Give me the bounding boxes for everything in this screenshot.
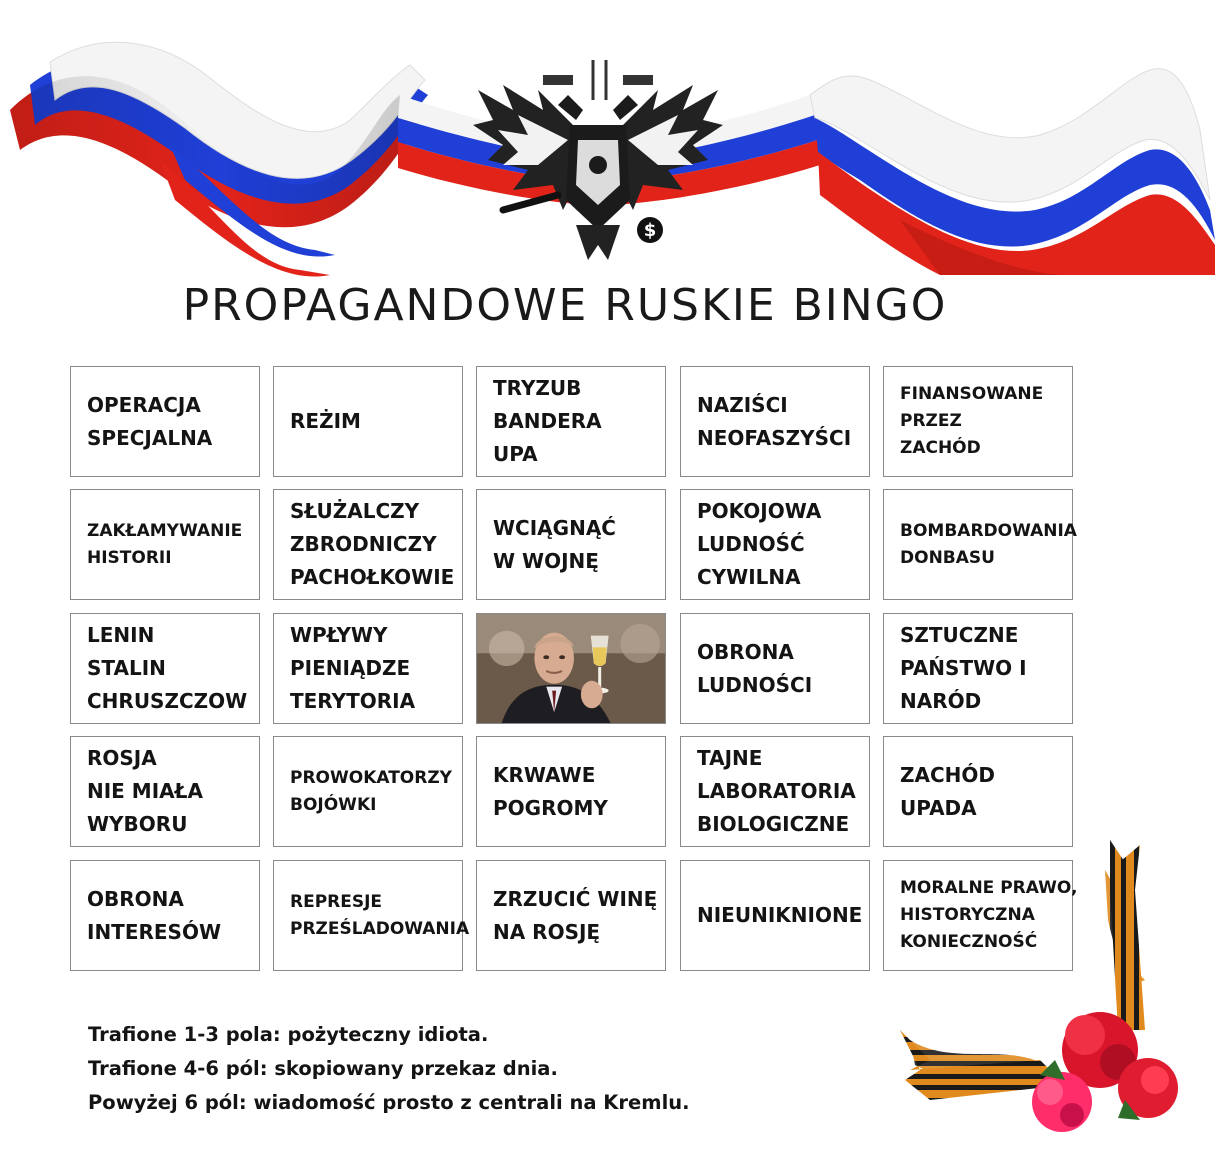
bingo-cell[interactable] (476, 366, 666, 477)
bingo-cell[interactable] (273, 736, 463, 847)
page-title: PROPAGANDOWE RUSKIE BINGO (182, 280, 948, 331)
legend-line: Trafione 1-3 pola: pożyteczny idiota. (88, 1023, 489, 1046)
bingo-cell-text: ROSJA NIE MIAŁA WYBORU (87, 746, 203, 836)
bingo-cell[interactable] (273, 366, 463, 477)
bingo-cell-text: ZAKŁAMYWANIE HISTORII (87, 520, 243, 568)
bingo-cell-text: OBRONA LUDNOŚCI (697, 639, 813, 697)
bingo-cell[interactable] (476, 860, 666, 971)
bingo-cell-text: BOMBARDOWANIA DONBASU (900, 520, 1077, 568)
bingo-cell[interactable] (70, 860, 260, 971)
bingo-cell[interactable] (70, 366, 260, 477)
bingo-cell[interactable] (70, 736, 260, 847)
bingo-cell-text: REPRESJE PRZEŚLADOWANIA (290, 891, 470, 939)
bingo-cell[interactable] (476, 489, 666, 600)
toast-photo-image (477, 614, 665, 723)
bingo-cell-text: MORALNE PRAWO, HISTORYCZNA KONIECZNOŚĆ (900, 878, 1078, 952)
legend-line: Trafione 4-6 pól: skopiowany przekaz dnia. (88, 1057, 558, 1080)
bingo-cell-text: KRWAWE POGROMY (493, 762, 608, 820)
left-flag-ribbon (10, 42, 430, 276)
right-flag-ribbon (810, 69, 1215, 275)
bingo-cell[interactable] (680, 613, 870, 724)
bingo-cell[interactable] (680, 489, 870, 600)
scoring-legend (88, 1018, 690, 1120)
bingo-cell-text: TRYZUB BANDERA UPA (493, 376, 602, 466)
bingo-cell-text: LENIN STALIN CHRUSZCZOW (87, 623, 248, 713)
bingo-cell-text: REŻIM (290, 409, 361, 433)
bingo-cell-text: NIEUNIKNIONE (697, 903, 863, 927)
flag-ribbon-banner (0, 0, 1218, 290)
bingo-cell[interactable] (680, 860, 870, 971)
svg-text:$: $ (643, 220, 657, 241)
bingo-cell[interactable] (476, 736, 666, 847)
bingo-cell-text: NAZIŚCI NEOFASZYŚCI (697, 392, 852, 450)
st-george-ribbon-decoration (890, 830, 1190, 1140)
bingo-cell[interactable] (883, 489, 1077, 600)
bingo-cell[interactable] (70, 613, 260, 724)
legend-line: Powyżej 6 pól: wiadomość prosto z centrali na Kremlu. (88, 1091, 690, 1114)
bingo-cell-text: PROWOKATORZY BOJÓWKI (290, 767, 452, 815)
bingo-cell[interactable] (70, 489, 260, 600)
bingo-cell-free-photo[interactable] (476, 613, 666, 724)
bingo-cell-text: TAJNE LABORATORIA BIOLOGICZNE (697, 746, 856, 836)
bingo-cell[interactable] (680, 736, 870, 847)
bingo-cell-text: SŁUŻALCZY ZBRODNICZY PACHOŁKOWIE (290, 499, 455, 589)
bingo-cell-text: FINANSOWANE PRZEZ ZACHÓD (900, 384, 1044, 458)
bingo-cell-text: POKOJOWA LUDNOŚĆ CYWILNA (697, 499, 822, 589)
bingo-cell-text: WCIĄGNĄĆ W WOJNĘ (493, 515, 616, 573)
bingo-cell[interactable] (273, 613, 463, 724)
red-carnations (1032, 1012, 1178, 1132)
bingo-cell-text: WPŁYWY PIENIĄDZE TERYTORIA (290, 623, 416, 713)
bingo-cell[interactable] (680, 366, 870, 477)
bingo-cell-text: ZACHÓD UPADA (900, 762, 995, 820)
bingo-cell[interactable] (883, 366, 1073, 477)
bingo-cell[interactable] (273, 860, 470, 971)
bingo-cell[interactable] (273, 489, 463, 600)
bingo-cell-text: OBRONA INTERESÓW (87, 886, 222, 944)
bingo-cell-text: SZTUCZNE PAŃSTWO I NARÓD (900, 623, 1027, 713)
bingo-cell-text: ZRZUCIĆ WINĘ NA ROSJĘ (493, 886, 658, 944)
bingo-cell-text: OPERACJA SPECJALNA (87, 392, 213, 450)
double-headed-eagle-emblem (473, 60, 723, 260)
bingo-cell[interactable] (883, 613, 1073, 724)
